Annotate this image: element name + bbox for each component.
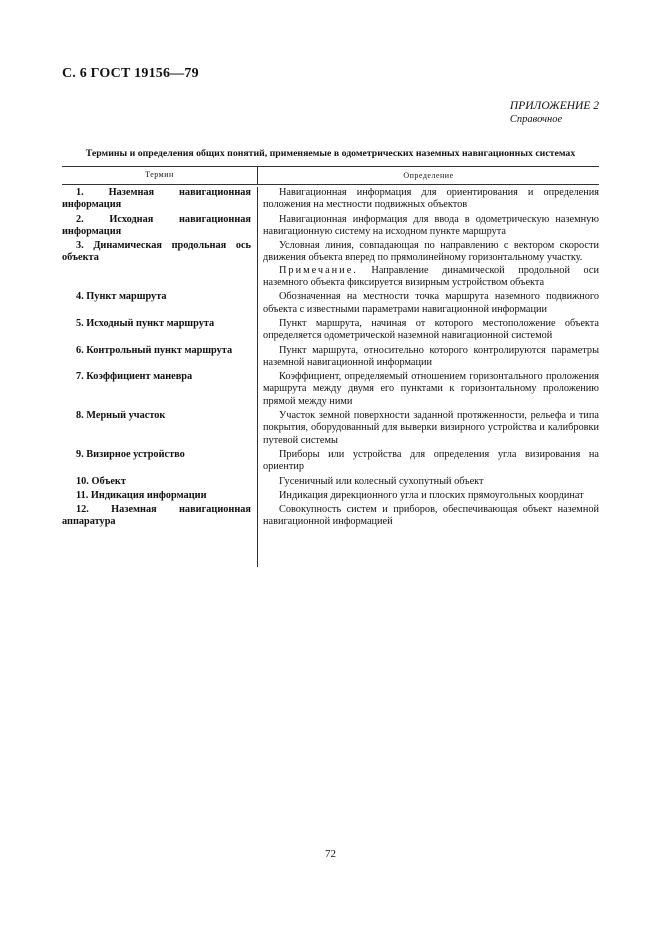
definition-cell — [257, 490, 599, 502]
term-cell: 4. Пункт маршрута — [76, 291, 167, 303]
term-cell: 10. Объект — [76, 475, 126, 487]
definition-cell — [257, 410, 599, 447]
table-title: Термины и определения общих понятий, применяемые в одометрических наземных навигационных системах — [85, 148, 576, 159]
table-row — [62, 318, 599, 343]
term-cell: 7. Коэффициент маневра — [76, 371, 193, 383]
terms-table — [62, 166, 599, 529]
table-header — [62, 166, 599, 185]
definition-cell — [257, 291, 599, 316]
term-cell: 3. Динамическая продольная ось объекта — [62, 240, 251, 264]
term-cell: 5. Исходный пункт маршрута — [76, 317, 215, 329]
term-cell: 9. Визирное устройство — [76, 448, 185, 460]
definition-cell — [257, 240, 599, 289]
definition-text: Пункт маршрута, начиная от которого местоположение объекта определяется одометрической наземной навигационной системой — [263, 317, 599, 342]
definition-cell — [257, 187, 599, 212]
table-row — [62, 371, 599, 408]
table-row — [62, 490, 599, 502]
term-cell: 12. Наземная навигационная аппаратура — [62, 504, 251, 528]
table-body — [62, 187, 599, 529]
table-row — [62, 410, 599, 447]
term-cell: 1. Наземная навигационная информация — [62, 187, 251, 211]
definition-text: Пункт маршрута, относительно которого контролируются параметры наземной навигационной информации — [263, 344, 599, 368]
definition-cell — [257, 318, 599, 343]
definition-note — [263, 265, 599, 290]
table-row — [62, 345, 599, 370]
definition-cell — [257, 214, 599, 239]
table-row — [62, 291, 599, 316]
definition-text: Совокупность систем и приборов, обеспечивающая объект наземной навигационной информацией — [263, 504, 599, 528]
appendix-title: ПРИЛОЖЕНИЕ 2 — [509, 100, 599, 112]
definition-text: Индикация дирекционного угла и плоских прямоугольных координат — [279, 489, 584, 501]
note-text: Направление динамической продольной оси наземного объекта фиксируется визирным устройством объекта — [263, 264, 600, 289]
table-row — [62, 214, 599, 239]
page-number: 72 — [325, 848, 336, 860]
column-divider — [257, 187, 258, 567]
definition-cell — [257, 504, 599, 529]
definition-text: Участок земной поверхности заданной протяженности, рельефа и типа покрытия, оборудованный для выверки визирного устройства и калибровки путевой системы — [263, 410, 599, 446]
definition-cell — [257, 476, 599, 488]
definition-text: Условная линия, совпадающая по направлению с вектором скорости движения объекта вперед по прямолинейному горизонтальному участку. — [263, 240, 599, 264]
definition-text: Обозначенная на местности точка маршрута наземного подвижного объекта с известными параметрами навигационной информации — [263, 291, 599, 315]
definition-cell — [257, 449, 599, 474]
term-cell: 11. Индикация информации — [76, 489, 207, 501]
table-row — [62, 240, 599, 289]
column-header-term: Термин — [145, 170, 174, 180]
table-row — [62, 476, 599, 488]
table-row — [62, 187, 599, 212]
term-cell: 6. Контрольный пункт маршрута — [76, 344, 233, 356]
term-cell: 2. Исходная навигационная информация — [62, 213, 251, 237]
term-cell: 8. Мерный участок — [76, 410, 166, 422]
definition-text: Навигационная информация для ориентирования и определения положения на местности подвижных объектов — [263, 187, 599, 211]
appendix-subtitle: Справочное — [509, 114, 563, 125]
definition-cell — [257, 345, 599, 370]
definition-text: Навигационная информация для ввода в одометрическую наземную навигационную систему на исходном пункте маршрута — [263, 213, 599, 237]
appendix-label — [510, 99, 599, 127]
page-header: С. 6 ГОСТ 19156—79 — [62, 66, 199, 81]
definition-text: Приборы или устройства для определения угла визирования на ориентир — [263, 448, 599, 473]
definition-text: Коэффициент, определяемый отношением горизонтального проложения маршрута между двумя его пунктами к горизонтальному проложению прямой между ними — [263, 371, 599, 407]
definition-text: Гусеничный или колесный сухопутный объект — [279, 475, 484, 487]
table-row — [62, 449, 599, 474]
table-row — [62, 504, 599, 529]
definition-cell — [257, 371, 599, 408]
note-label: Примечание. — [279, 264, 358, 276]
column-header-definition: Определение — [257, 167, 599, 184]
